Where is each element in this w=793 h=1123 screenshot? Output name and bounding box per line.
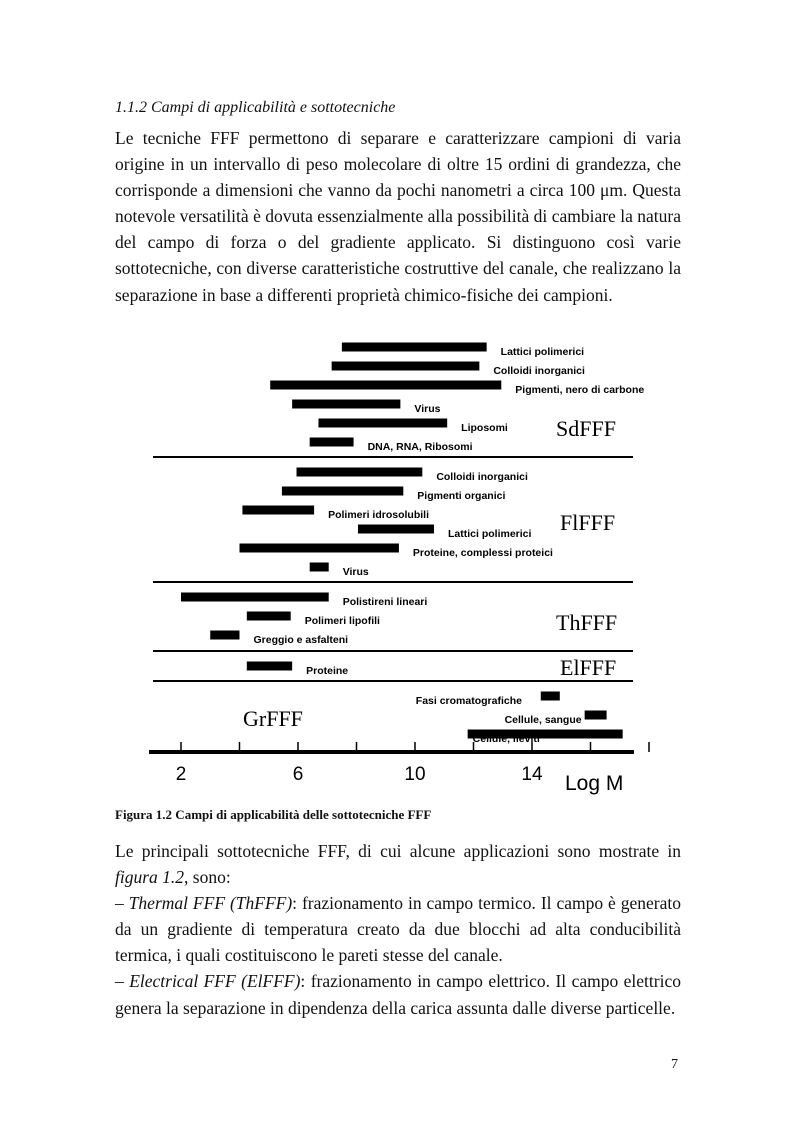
bar-label: Colloidi inorganici [436,471,528,483]
list-term: Thermal FFF (ThFFF) [128,893,293,914]
bar-label: Polistireni lineari [342,596,428,608]
tick-label: 2 [175,764,187,785]
list-text: : frazionamento in campo elettrico. Il campo elettrico genera la separazione in dipendenza della carica assunta dalle diverse particelle. [115,971,681,1018]
range-bar [270,381,501,390]
bar-label: Greggio e asfalteni [253,634,349,646]
range-bar [585,711,607,720]
subtechniques-intro [115,838,681,890]
bar-label: Cellule, sangue [504,714,582,726]
range-bar [310,563,329,572]
range-bar [210,631,239,640]
group-label: ThFFF [556,610,618,635]
bar-label: DNA, RNA, Ribosomi [367,441,473,453]
range-bar [310,438,354,447]
range-bar [181,593,329,602]
section-heading: 1.1.2 Campi di applicabilità e sottotecniche [115,99,396,116]
figure-reference: figura 1.2 [115,867,185,888]
range-bar [332,362,480,371]
list-item [115,968,681,1020]
intro-text-end: , sono: [184,867,231,888]
bar-label: Colloidi inorganici [493,365,585,377]
bar-label: Lattici polimerici [500,346,585,358]
tick-label: 6 [292,764,304,785]
list-dash: – [115,971,130,992]
list-item [115,890,681,968]
figure-caption: Figura 1.2 Campi di applicabilità delle sottotecniche FFF [115,807,432,822]
group-label: SdFFF [556,416,616,441]
list-dash: – [115,893,129,914]
range-bar [240,544,399,553]
axis-title: Log M [565,772,624,795]
applicability-chart [140,335,650,805]
range-bar [282,487,403,496]
page-number: 7 [671,1057,678,1072]
bar-label: Virus [414,403,441,415]
bar-label: Proteine [306,665,349,677]
range-bar [247,612,291,621]
range-bar [297,468,423,477]
bar-label: Proteine, complessi proteici [412,547,553,559]
subtechniques-section [115,838,681,1021]
bar-label: Virus [342,566,369,578]
range-bar [292,400,400,409]
intro-paragraph: Le tecniche FFF permettono di separare e caratterizzare campioni di varia origine in un intervallo di peso molecolare di oltre 15 ordini di grandezza, che corrisponde a dimensioni che vanno da pochi nanometri a circa 100 μm. Questa notevole versatilità è dovuta essenzialmente alla possibilità di cambiare la natura del campo di forza o del gradiente applicato. Si distinguono così varie sottotecniche, con diverse caratteristiche costruttive del canale, che realizzano la separazione in base a differenti proprietà chimico-fisiche dei campioni. [115,128,681,305]
range-bar [358,525,434,534]
range-bar [541,692,560,701]
tick-label: 14 [521,764,543,785]
range-bar [247,662,292,671]
group-label: GrFFF [243,706,303,731]
range-bar [318,419,447,428]
bar-label: Lattici polimerici [448,528,532,540]
list-text: : frazionamento in campo termico. Il campo è generato da un gradiente di temperatura creato da due blocchi ad alta conducibilità termica, i quali costituiscono le pareti stesse del canale. [115,893,681,966]
group-label: FlFFF [560,510,616,535]
bar-label: Pigmenti, nero di carbone [515,384,645,396]
bar-label: Fasi cromatografiche [415,695,522,707]
bar-label: Liposomi [461,422,508,434]
list-term: Electrical FFF (ElFFF) [129,971,301,992]
bar-label: Pigmenti organici [417,490,506,502]
range-bar [342,343,487,352]
tick-label: 10 [404,764,426,785]
bar-label: Polimeri lipofili [304,615,380,627]
group-label: ElFFF [560,655,617,680]
range-bar [242,506,314,515]
intro-text: Le principali sottotecniche FFF, di cui alcune applicazioni sono mostrate in [115,841,681,861]
bar-label: Cellule, lieviti [472,733,540,745]
bar-label: Polimeri idrosolubili [328,509,430,521]
